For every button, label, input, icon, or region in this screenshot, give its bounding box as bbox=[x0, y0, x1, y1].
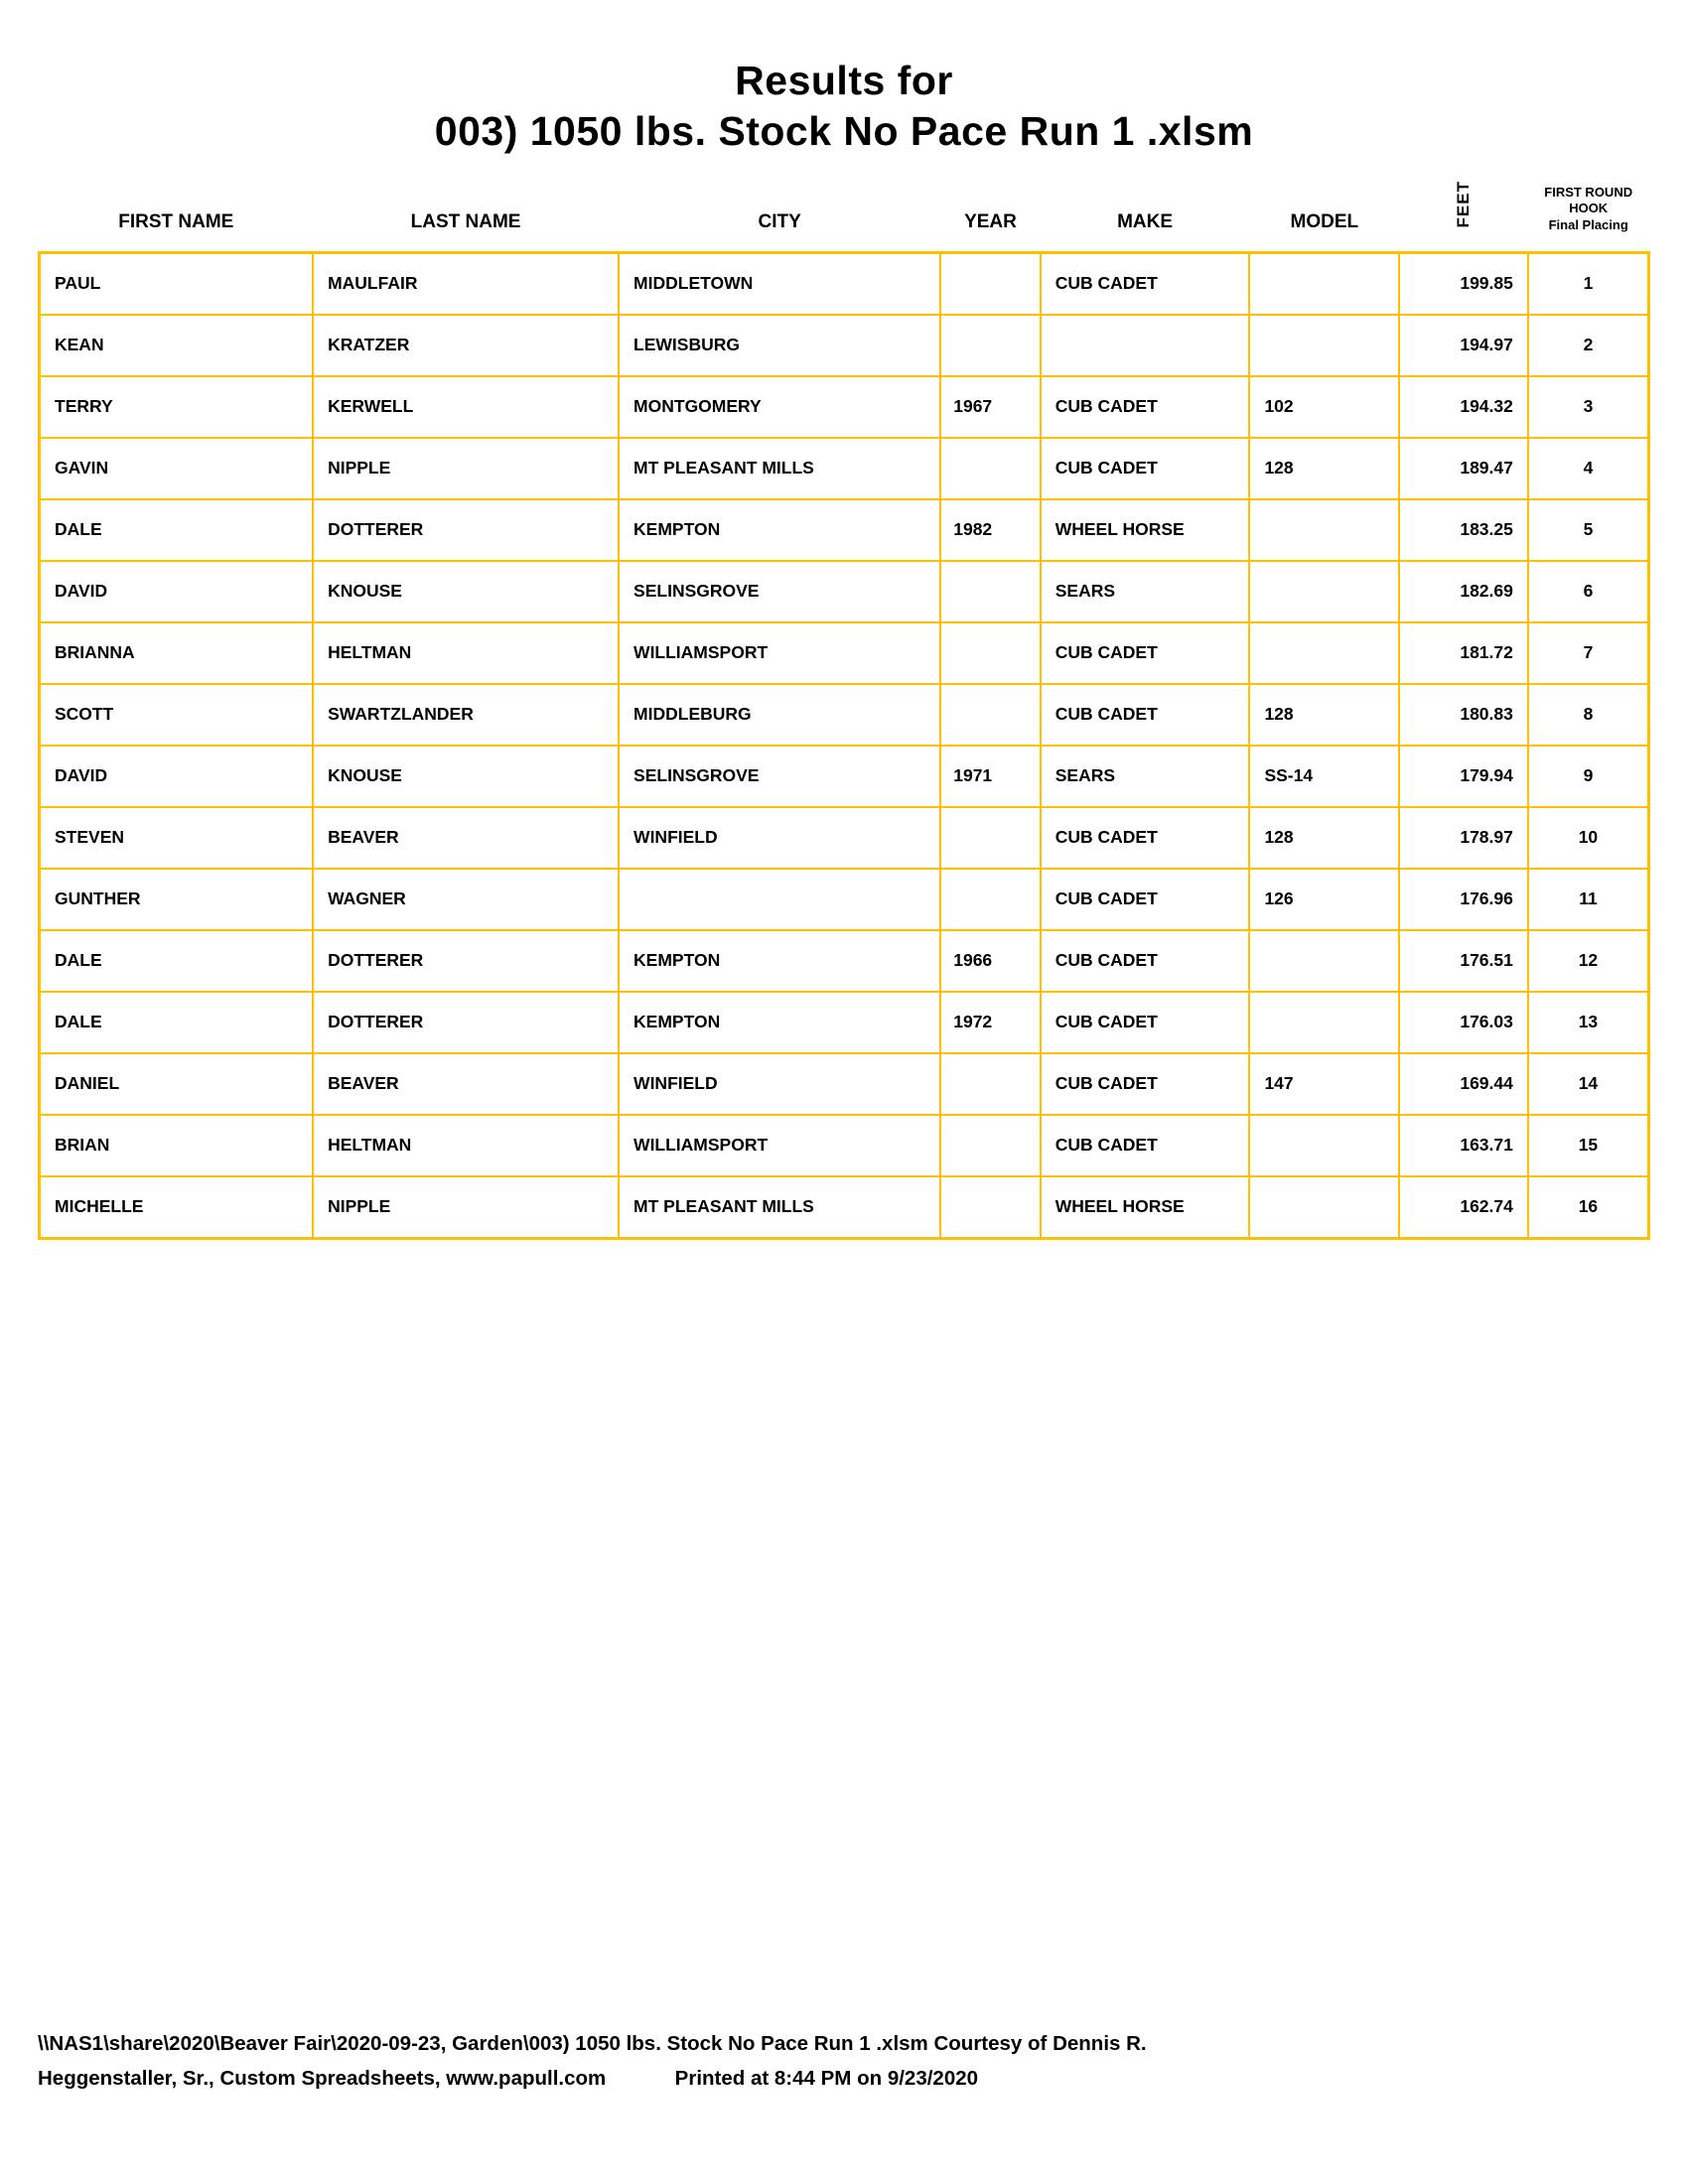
cell-first-name: DALE bbox=[40, 499, 314, 561]
cell-last-name: DOTTERER bbox=[313, 992, 619, 1053]
table-row bbox=[40, 869, 1649, 930]
cell-last-name: KRATZER bbox=[313, 315, 619, 376]
cell-first-name: DALE bbox=[40, 992, 314, 1053]
footer-print-timestamp: Printed at 8:44 PM on 9/23/2020 bbox=[674, 2067, 979, 2091]
cell-last-name: HELTMAN bbox=[313, 1115, 619, 1176]
cell-feet: 182.69 bbox=[1399, 561, 1528, 622]
cell-year: 1972 bbox=[940, 992, 1041, 1053]
cell-make: CUB CADET bbox=[1041, 438, 1250, 499]
cell-year bbox=[940, 1053, 1041, 1115]
cell-make: CUB CADET bbox=[1041, 1053, 1250, 1115]
cell-make: CUB CADET bbox=[1041, 807, 1250, 869]
cell-model bbox=[1249, 561, 1399, 622]
cell-placing: 8 bbox=[1528, 684, 1649, 746]
cell-model: 126 bbox=[1249, 869, 1399, 930]
column-header-placing-line1: FIRST ROUND bbox=[1544, 185, 1633, 201]
cell-feet: 199.85 bbox=[1399, 252, 1528, 315]
table-row bbox=[40, 622, 1649, 684]
cell-placing: 11 bbox=[1528, 869, 1649, 930]
cell-last-name: BEAVER bbox=[313, 1053, 619, 1115]
cell-model: 102 bbox=[1249, 376, 1399, 438]
cell-city: WILLIAMSPORT bbox=[619, 622, 940, 684]
cell-last-name: KNOUSE bbox=[313, 561, 619, 622]
results-table bbox=[38, 181, 1650, 1239]
cell-city: KEMPTON bbox=[619, 499, 940, 561]
cell-feet: 162.74 bbox=[1399, 1176, 1528, 1239]
cell-year: 1971 bbox=[940, 746, 1041, 807]
cell-placing: 7 bbox=[1528, 622, 1649, 684]
cell-year bbox=[940, 1115, 1041, 1176]
cell-year bbox=[940, 252, 1041, 315]
cell-model bbox=[1249, 315, 1399, 376]
cell-first-name: SCOTT bbox=[40, 684, 314, 746]
header-row bbox=[40, 181, 1649, 252]
cell-last-name: NIPPLE bbox=[313, 438, 619, 499]
cell-year bbox=[940, 1176, 1041, 1239]
cell-year bbox=[940, 807, 1041, 869]
cell-make: WHEEL HORSE bbox=[1041, 499, 1250, 561]
cell-make: CUB CADET bbox=[1041, 1115, 1250, 1176]
cell-feet: 194.32 bbox=[1399, 376, 1528, 438]
cell-placing: 10 bbox=[1528, 807, 1649, 869]
table-row bbox=[40, 376, 1649, 438]
cell-city: KEMPTON bbox=[619, 992, 940, 1053]
column-header-year: YEAR bbox=[940, 181, 1041, 252]
table-row bbox=[40, 1176, 1649, 1239]
table-row bbox=[40, 561, 1649, 622]
cell-feet: 180.83 bbox=[1399, 684, 1528, 746]
footer-credits-line bbox=[38, 2062, 1650, 2097]
table-row bbox=[40, 992, 1649, 1053]
table-row bbox=[40, 930, 1649, 992]
cell-last-name: SWARTZLANDER bbox=[313, 684, 619, 746]
cell-first-name: DAVID bbox=[40, 746, 314, 807]
table-row bbox=[40, 499, 1649, 561]
cell-feet: 176.51 bbox=[1399, 930, 1528, 992]
cell-first-name: KEAN bbox=[40, 315, 314, 376]
cell-model: SS-14 bbox=[1249, 746, 1399, 807]
cell-model bbox=[1249, 1176, 1399, 1239]
cell-first-name: STEVEN bbox=[40, 807, 314, 869]
page-footer bbox=[38, 2027, 1650, 2097]
cell-year: 1982 bbox=[940, 499, 1041, 561]
column-header-placing-line3: Final Placing bbox=[1548, 216, 1628, 232]
cell-first-name: PAUL bbox=[40, 252, 314, 315]
column-header-first-name: FIRST NAME bbox=[40, 181, 314, 252]
cell-make: CUB CADET bbox=[1041, 376, 1250, 438]
cell-feet: 169.44 bbox=[1399, 1053, 1528, 1115]
cell-feet: 181.72 bbox=[1399, 622, 1528, 684]
cell-feet: 163.71 bbox=[1399, 1115, 1528, 1176]
column-header-feet-text: FEET bbox=[1454, 181, 1474, 228]
cell-make bbox=[1041, 315, 1250, 376]
column-header-feet bbox=[1399, 181, 1528, 252]
cell-first-name: DAVID bbox=[40, 561, 314, 622]
cell-year bbox=[940, 438, 1041, 499]
cell-placing: 15 bbox=[1528, 1115, 1649, 1176]
cell-first-name: MICHELLE bbox=[40, 1176, 314, 1239]
cell-make: CUB CADET bbox=[1041, 684, 1250, 746]
cell-model: 128 bbox=[1249, 438, 1399, 499]
cell-city bbox=[619, 869, 940, 930]
cell-make: CUB CADET bbox=[1041, 992, 1250, 1053]
cell-placing: 9 bbox=[1528, 746, 1649, 807]
cell-city: MT PLEASANT MILLS bbox=[619, 1176, 940, 1239]
cell-placing: 13 bbox=[1528, 992, 1649, 1053]
table-row bbox=[40, 315, 1649, 376]
cell-model: 128 bbox=[1249, 807, 1399, 869]
cell-make: SEARS bbox=[1041, 746, 1250, 807]
cell-make: CUB CADET bbox=[1041, 252, 1250, 315]
cell-last-name: DOTTERER bbox=[313, 930, 619, 992]
cell-city: MIDDLETOWN bbox=[619, 252, 940, 315]
footer-credits-text: Heggenstaller, Sr., Custom Spreadsheets, www.papull.com bbox=[38, 2067, 607, 2091]
table-row bbox=[40, 746, 1649, 807]
cell-first-name: GAVIN bbox=[40, 438, 314, 499]
cell-year bbox=[940, 869, 1041, 930]
cell-last-name: WAGNER bbox=[313, 869, 619, 930]
cell-feet: 183.25 bbox=[1399, 499, 1528, 561]
cell-last-name: DOTTERER bbox=[313, 499, 619, 561]
table-row bbox=[40, 1115, 1649, 1176]
cell-placing: 12 bbox=[1528, 930, 1649, 992]
cell-last-name: HELTMAN bbox=[313, 622, 619, 684]
column-header-last-name: LAST NAME bbox=[313, 181, 619, 252]
cell-city: MT PLEASANT MILLS bbox=[619, 438, 940, 499]
cell-model bbox=[1249, 252, 1399, 315]
cell-year bbox=[940, 561, 1041, 622]
cell-model bbox=[1249, 622, 1399, 684]
cell-placing: 5 bbox=[1528, 499, 1649, 561]
cell-feet: 178.97 bbox=[1399, 807, 1528, 869]
cell-last-name: KERWELL bbox=[313, 376, 619, 438]
cell-make: CUB CADET bbox=[1041, 930, 1250, 992]
title-line-1: Results for bbox=[735, 58, 953, 103]
column-header-city: CITY bbox=[619, 181, 940, 252]
cell-feet: 179.94 bbox=[1399, 746, 1528, 807]
cell-first-name: GUNTHER bbox=[40, 869, 314, 930]
cell-placing: 14 bbox=[1528, 1053, 1649, 1115]
cell-feet: 189.47 bbox=[1399, 438, 1528, 499]
cell-city: KEMPTON bbox=[619, 930, 940, 992]
cell-last-name: KNOUSE bbox=[313, 746, 619, 807]
column-header-model: MODEL bbox=[1249, 181, 1399, 252]
cell-model bbox=[1249, 992, 1399, 1053]
cell-make: SEARS bbox=[1041, 561, 1250, 622]
cell-placing: 6 bbox=[1528, 561, 1649, 622]
cell-city: WINFIELD bbox=[619, 1053, 940, 1115]
cell-placing: 16 bbox=[1528, 1176, 1649, 1239]
cell-model bbox=[1249, 499, 1399, 561]
cell-year: 1966 bbox=[940, 930, 1041, 992]
cell-feet: 176.03 bbox=[1399, 992, 1528, 1053]
cell-make: WHEEL HORSE bbox=[1041, 1176, 1250, 1239]
cell-model: 147 bbox=[1249, 1053, 1399, 1115]
cell-last-name: MAULFAIR bbox=[313, 252, 619, 315]
cell-first-name: BRIAN bbox=[40, 1115, 314, 1176]
cell-last-name: NIPPLE bbox=[313, 1176, 619, 1239]
cell-placing: 2 bbox=[1528, 315, 1649, 376]
cell-year: 1967 bbox=[940, 376, 1041, 438]
cell-model bbox=[1249, 930, 1399, 992]
column-header-final-placing bbox=[1528, 181, 1649, 252]
table-row bbox=[40, 807, 1649, 869]
page-title bbox=[0, 0, 1688, 159]
column-header-placing-line2: HOOK bbox=[1569, 201, 1609, 216]
cell-feet: 176.96 bbox=[1399, 869, 1528, 930]
cell-city: WILLIAMSPORT bbox=[619, 1115, 940, 1176]
cell-city: LEWISBURG bbox=[619, 315, 940, 376]
table-row bbox=[40, 438, 1649, 499]
cell-city: MONTGOMERY bbox=[619, 376, 940, 438]
cell-model: 128 bbox=[1249, 684, 1399, 746]
table-body bbox=[40, 252, 1649, 1238]
cell-placing: 4 bbox=[1528, 438, 1649, 499]
table-row bbox=[40, 252, 1649, 315]
cell-year bbox=[940, 315, 1041, 376]
cell-city: MIDDLEBURG bbox=[619, 684, 940, 746]
cell-city: SELINSGROVE bbox=[619, 561, 940, 622]
cell-first-name: DALE bbox=[40, 930, 314, 992]
cell-first-name: BRIANNA bbox=[40, 622, 314, 684]
cell-first-name: TERRY bbox=[40, 376, 314, 438]
cell-year bbox=[940, 622, 1041, 684]
footer-source-path: \\NAS1\share\2020\Beaver Fair\2020-09-23, Garden\003) 1050 lbs. Stock No Pace Run 1 .xlsm Courtesy of Dennis R. bbox=[38, 2032, 1147, 2056]
results-table-container bbox=[38, 181, 1650, 1239]
cell-placing: 3 bbox=[1528, 376, 1649, 438]
table-row bbox=[40, 1053, 1649, 1115]
cell-city: SELINSGROVE bbox=[619, 746, 940, 807]
cell-last-name: BEAVER bbox=[313, 807, 619, 869]
cell-first-name: DANIEL bbox=[40, 1053, 314, 1115]
table-header bbox=[40, 181, 1649, 252]
cell-placing: 1 bbox=[1528, 252, 1649, 315]
table-row bbox=[40, 684, 1649, 746]
cell-make: CUB CADET bbox=[1041, 622, 1250, 684]
column-header-make: MAKE bbox=[1041, 181, 1250, 252]
cell-year bbox=[940, 684, 1041, 746]
cell-make: CUB CADET bbox=[1041, 869, 1250, 930]
cell-feet: 194.97 bbox=[1399, 315, 1528, 376]
cell-city: WINFIELD bbox=[619, 807, 940, 869]
cell-model bbox=[1249, 1115, 1399, 1176]
title-line-2: 003) 1050 lbs. Stock No Pace Run 1 .xlsm bbox=[434, 108, 1254, 155]
